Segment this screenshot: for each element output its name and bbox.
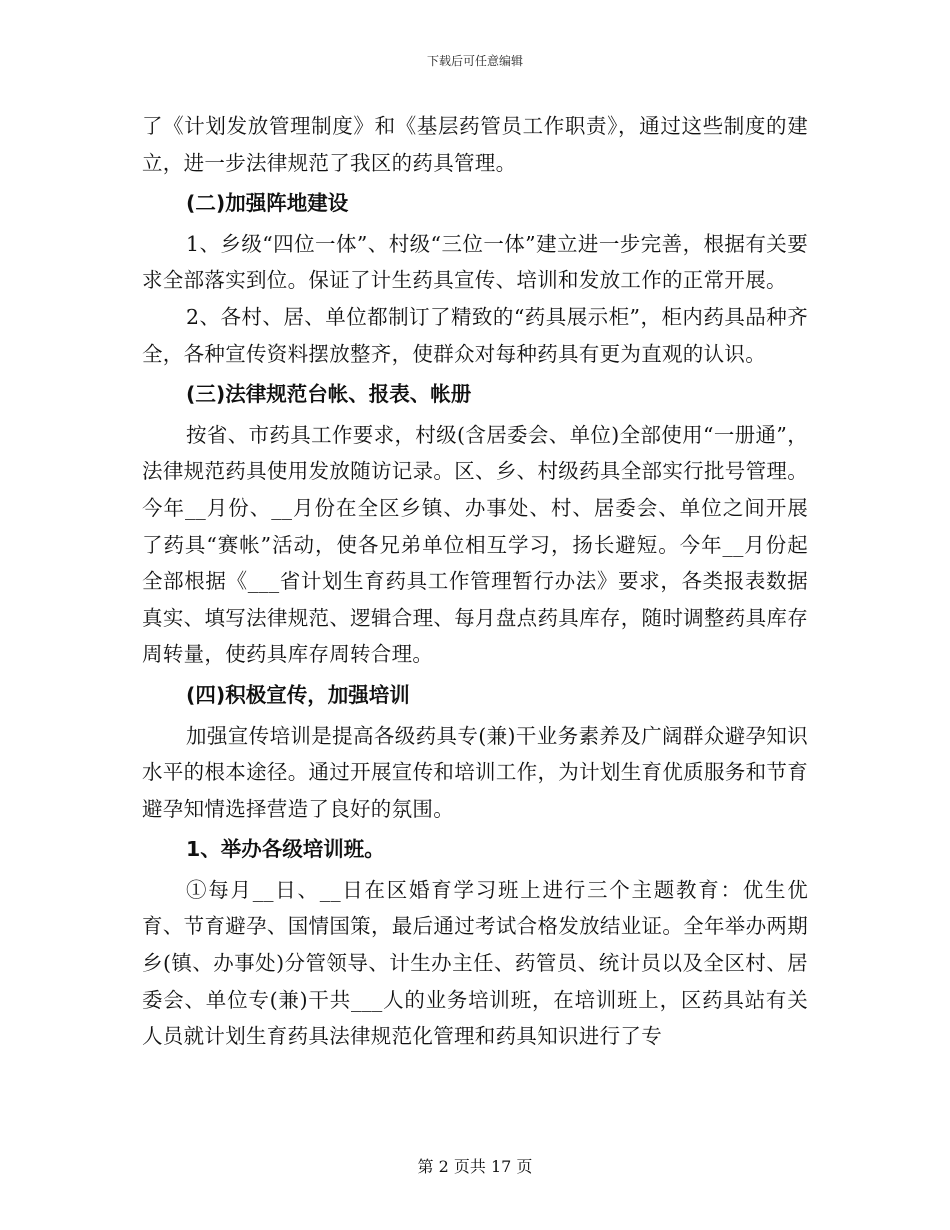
paragraph: 1、乡级“四位一体”、村级“三位一体”建立进一步完善，根据有关要求全部落实到位。保证了计生药具宣传、培训和发放工作的正常开展。 <box>142 231 808 293</box>
paragraph: 按省、市药具工作要求，村级(含居委会、单位)全部使用“一册通”，法律规范药具使用发放随访记录。区、乡、村级药具全部实行批号管理。今年__月份、__月份在全区乡镇、办事处、村、居委会、单位之间开展了药具“赛帐”活动，使各兄弟单位相互学习，扬长避短。今年__月份起全部根据《___省计划生育药具工作管理暂行办法》要求，各类报表数据真实、填写法律规范、逻辑合理、每月盘点药具库存，随时调整药具库存周转量，使药具库存周转合理。 <box>142 422 808 667</box>
section-heading: (二)加强阵地建设 <box>186 191 349 216</box>
page-footer: 第 2 页共 17 页 <box>417 1157 533 1176</box>
document-body <box>142 108 808 1055</box>
subsection-heading: 1、举办各级培训班。 <box>186 837 385 862</box>
paragraph: 加强宣传培训是提高各级药具专(兼)干业务素养及广阔群众避孕知识水平的根本途径。通过开展宣传和培训工作，为计划生育优质服务和节育避孕知情选择营造了良好的氛围。 <box>142 723 808 821</box>
page-header: 下载后可任意编辑 <box>426 54 523 68</box>
section-heading: (三)法律规范台帐、报表、帐册 <box>186 382 472 407</box>
paragraph: 2、各村、居、单位都制订了精致的“药具展示柜”，柜内药具品种齐全，各种宣传资料摆放整齐，使群众对每种药具有更为直观的认识。 <box>142 304 808 366</box>
section-heading: (四)积极宣传，加强培训 <box>186 682 410 707</box>
paragraph: ①每月__日、__日在区婚育学习班上进行三个主题教育：优生优育、节育避孕、国情国策，最后通过考试合格发放结业证。全年举办两期乡(镇、办事处)分管领导、计生办主任、药管员、统计员以及全区村、居委会、单位专(兼)干共___人的业务培训班，在培训班上，区药具站有关人员就计划生育药具法律规范化管理和药具知识进行了专 <box>142 877 808 1049</box>
paragraph: 了《计划发放管理制度》和《基层药管员工作职责》，通过这些制度的建立，进一步法律规范了我区的药具管理。 <box>142 114 808 175</box>
